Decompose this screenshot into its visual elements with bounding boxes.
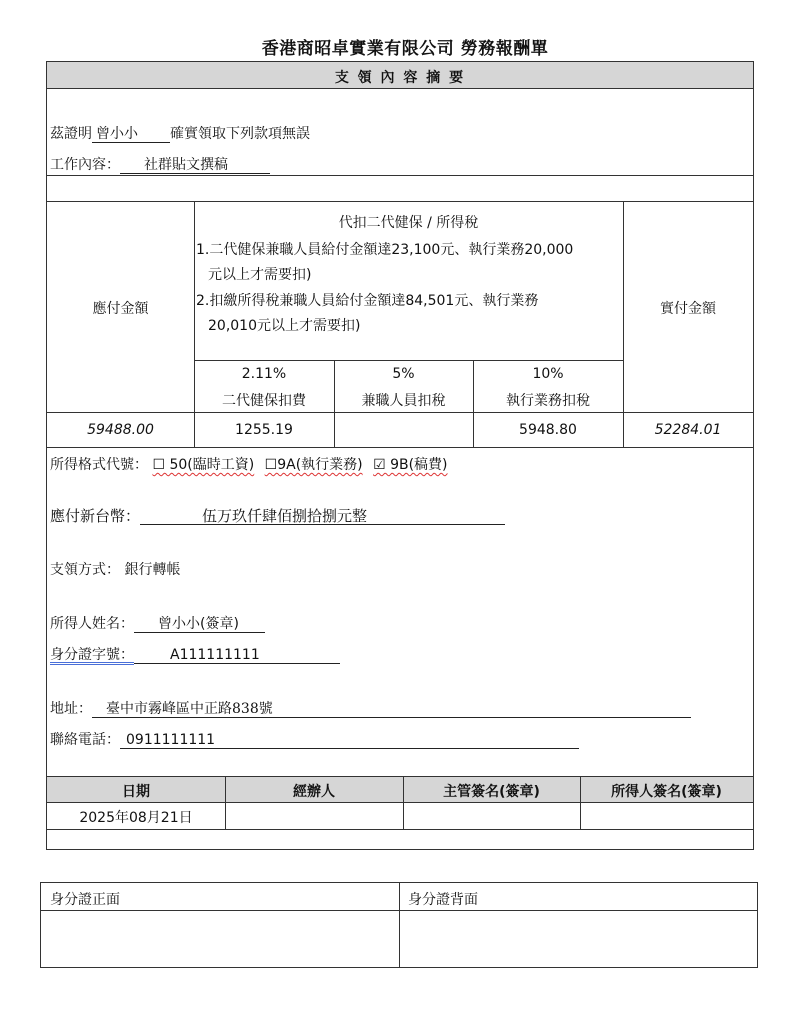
divider [47, 201, 753, 202]
income-code-9a[interactable]: ☐9A(執行業務) [264, 457, 363, 473]
id-number-line [50, 644, 340, 664]
deduction-note-2-cont: 20,010元以上才需要扣) [208, 318, 361, 334]
divider [194, 360, 623, 361]
amount-words-value: 伍万玖仟肆佰捌拾捌元整 [140, 508, 505, 525]
actual-header: 實付金額 [660, 301, 716, 317]
certify-suffix: 確實領取下列款項無誤 [170, 126, 310, 142]
income-code-50[interactable]: ☐ 50(臨時工資) [152, 457, 255, 473]
signature-date-value: 2025年08月21日 [79, 810, 193, 826]
actual-value: 52284.01 [654, 422, 722, 438]
divider [47, 412, 753, 413]
deduction-note-1: 1.二代健保兼職人員給付金額達23,100元、執行業務20,000 [196, 242, 574, 258]
divider [399, 883, 400, 967]
rate-health: 2.11% [241, 366, 287, 382]
rate-parttime-label: 兼職人員扣稅 [361, 393, 446, 409]
divider [194, 201, 195, 447]
business-tax-value: 5948.80 [519, 422, 577, 438]
summary-header: 支 領 內 容 摘 要 [334, 70, 466, 86]
payment-method-line [50, 559, 180, 579]
amount-words-line [50, 505, 505, 526]
address-label: 地址： [50, 701, 92, 717]
divider [47, 175, 753, 176]
id-card-back-label: 身分證背面 [408, 892, 478, 908]
phone-value: 0911111111 [120, 732, 579, 749]
certify-line [50, 123, 310, 143]
income-code-line [50, 454, 448, 474]
certify-name: 曾小小 [92, 126, 170, 143]
address-line [50, 698, 691, 718]
signature-header-date: 日期 [122, 784, 150, 800]
divider [47, 447, 753, 448]
signature-header-supervisor: 主管簽名(簽章) [443, 784, 540, 800]
deduction-note-1-cont: 元以上才需要扣) [208, 267, 312, 283]
address-value: 臺中市霧峰區中正路838號 [92, 701, 691, 718]
recipient-line [50, 613, 265, 633]
phone-label: 聯絡電話： [50, 732, 120, 748]
id-card-front-label: 身分證正面 [50, 892, 120, 908]
payable-value: 59488.00 [87, 422, 154, 438]
payable-header: 應付金額 [92, 301, 149, 317]
certify-prefix: 茲證明 [50, 126, 92, 142]
divider [47, 802, 753, 803]
work-label: 工作內容： [50, 157, 120, 173]
income-code-9b[interactable]: ☑ 9B(稿費) [373, 457, 448, 473]
signature-header-handler: 經辦人 [293, 784, 335, 800]
divider [47, 829, 753, 830]
rate-business-label: 執行業務扣稅 [506, 393, 590, 409]
divider [623, 201, 624, 447]
deduction-heading: 代扣二代健保 / 所得稅 [338, 215, 479, 231]
amount-words-label: 應付新台幣： [50, 507, 141, 525]
document-title: 香港商昭卓實業有限公司 勞務報酬單 [261, 39, 549, 59]
rate-business: 10% [532, 366, 564, 382]
deduction-note-2: 2.扣繳所得稅兼職人員給付金額達84,501元、執行業務 [196, 293, 539, 309]
rate-parttime: 5% [392, 366, 415, 382]
id-card-table [40, 882, 758, 968]
divider [47, 88, 753, 89]
work-line [50, 154, 270, 174]
work-value: 社群貼文撰稿 [120, 157, 270, 174]
income-code-label: 所得格式代號： [50, 457, 148, 473]
recipient-value: 曾小小(簽章) [134, 616, 265, 633]
phone-line [50, 729, 579, 749]
recipient-label: 所得人姓名： [50, 616, 134, 632]
rate-health-label: 二代健保扣費 [222, 393, 306, 409]
health-insurance-value: 1255.19 [235, 422, 293, 438]
payment-method-label: 支領方式： [50, 562, 120, 578]
id-number-value: A111111111 [134, 647, 340, 664]
signature-header-recipient: 所得人簽名(簽章) [611, 784, 722, 800]
id-number-label: 身分證字號： [50, 647, 134, 663]
payment-method-value: 銀行轉帳 [124, 562, 181, 578]
remuneration-form [46, 61, 754, 850]
